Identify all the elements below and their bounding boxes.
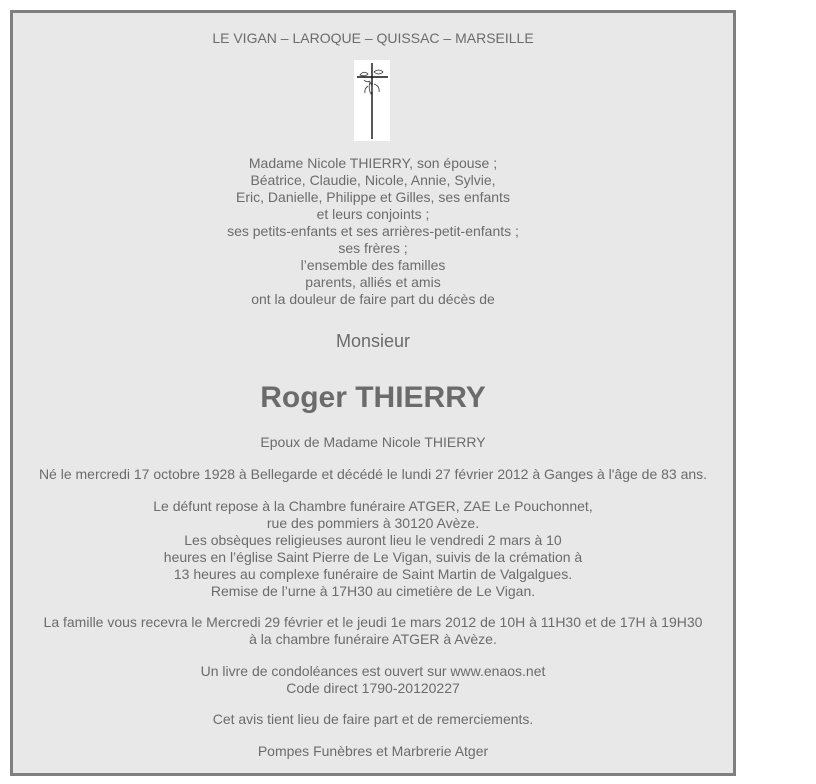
cross-with-flowers-icon bbox=[354, 60, 390, 141]
reception-line: La famille vous recevra le Mercredi 29 février et le jeudi 1e mars 2012 de 10H à 11H30 et de 17H à 19H30 bbox=[43, 614, 703, 630]
obituary-notice bbox=[10, 10, 736, 776]
arrangement-line: Remise de l’urne à 17H30 au cimetière de Le Vigan. bbox=[210, 583, 536, 599]
reception-line: à la chambre funéraire ATGER à Avèze. bbox=[249, 631, 497, 647]
family-announcement bbox=[13, 155, 733, 308]
condolences-line: Un livre de condoléances est ouvert sur www.enaos.net bbox=[200, 663, 546, 679]
family-line: ses petits-enfants et ses arrières-petit-enfants ; bbox=[227, 223, 519, 239]
arrangement-line: 13 heures au complexe funéraire de Saint Martin de Valgalgues. bbox=[173, 566, 573, 582]
condolences-info bbox=[13, 663, 733, 697]
family-reception bbox=[13, 614, 733, 648]
condolences-code: Code direct 1790-20120227 bbox=[286, 680, 460, 696]
family-line: ses frères ; bbox=[338, 240, 408, 256]
civility-title: Monsieur bbox=[335, 331, 411, 351]
birth-death-line: Né le mercredi 17 octobre 1928 à Bellegarde et décédé le lundi 27 février 2012 à Ganges à l'âge de 83 ans. bbox=[38, 466, 708, 482]
arrangement-line: heures en l’église Saint Pierre de Le Vigan, suivis de la crémation à bbox=[163, 549, 583, 565]
spouse-line: Epoux de Madame Nicole THIERRY bbox=[260, 434, 486, 450]
deceased-name: Roger THIERRY bbox=[260, 381, 486, 414]
locations-header: LE VIGAN – LAROQUE – QUISSAC – MARSEILLE bbox=[212, 30, 534, 46]
family-line: ont la douleur de faire part du décès de bbox=[251, 291, 495, 307]
funeral-home-name: Pompes Funèbres et Marbrerie Atger bbox=[257, 743, 489, 759]
family-line: et leurs conjoints ; bbox=[316, 206, 430, 222]
family-line: Béatrice, Claudie, Nicole, Annie, Sylvie, bbox=[250, 172, 496, 188]
arrangement-line: rue des pommiers à 30120 Avèze. bbox=[266, 515, 480, 531]
funeral-arrangements bbox=[13, 498, 733, 600]
thanks-line: Cet avis tient lieu de faire part et de remerciements. bbox=[212, 711, 534, 727]
arrangement-line: Le défunt repose à la Chambre funéraire ATGER, ZAE Le Pouchonnet, bbox=[153, 498, 593, 514]
family-line: Eric, Danielle, Philippe et Gilles, ses enfants bbox=[236, 189, 510, 205]
family-line: Madame Nicole THIERRY, son épouse ; bbox=[248, 155, 498, 171]
family-line: l’ensemble des familles bbox=[300, 257, 446, 273]
arrangement-line: Les obsèques religieuses auront lieu le vendredi 2 mars à 10 bbox=[184, 532, 562, 548]
family-line: parents, alliés et amis bbox=[305, 274, 441, 290]
